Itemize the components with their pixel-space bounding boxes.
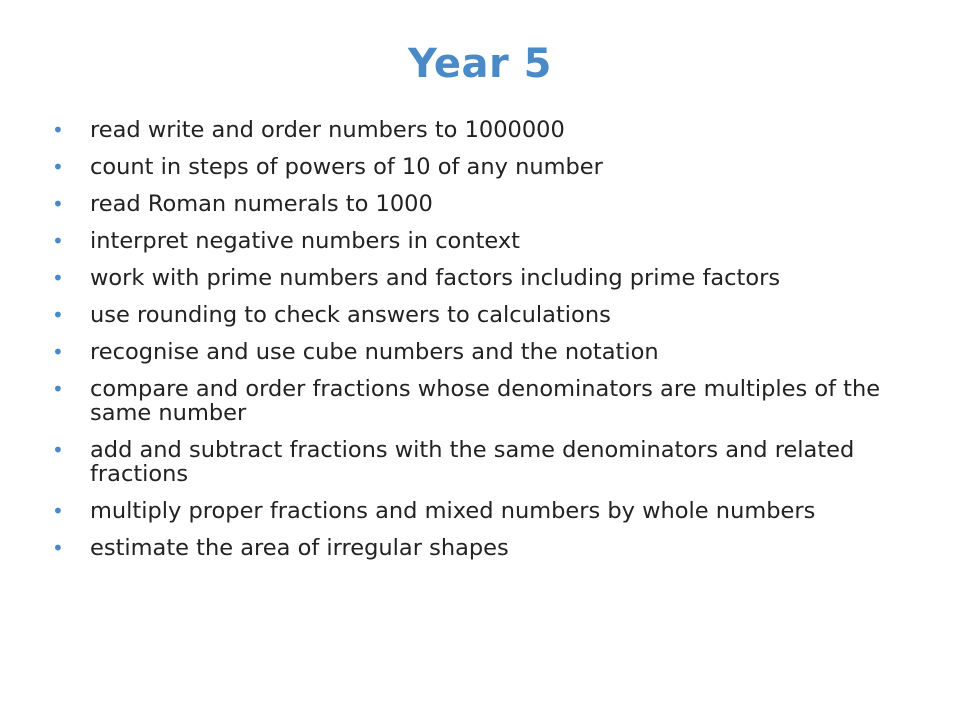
bullet-icon: • [52, 377, 64, 401]
bullet-icon: • [52, 155, 64, 179]
bullet-text: use rounding to check answers to calculations [90, 302, 611, 328]
bullet-text: interpret negative numbers in context [90, 228, 520, 254]
bullet-item [50, 438, 910, 486]
bullet-item [50, 536, 910, 560]
bullet-icon: • [52, 266, 64, 290]
bullet-icon: • [52, 118, 64, 142]
bullet-text: read write and order numbers to 1000000 [90, 117, 565, 143]
bullet-item [50, 266, 910, 290]
bullet-text: recognise and use cube numbers and the notation [90, 339, 659, 365]
bullet-text: compare and order fractions whose denominators are multiples of the same number [90, 376, 881, 426]
bullet-text: estimate the area of irregular shapes [90, 535, 509, 561]
bullet-item [50, 303, 910, 327]
bullet-icon: • [52, 499, 64, 523]
bullet-icon: • [52, 303, 64, 327]
bullet-item [50, 229, 910, 253]
bullet-text: work with prime numbers and factors including prime factors [90, 265, 781, 291]
bullet-item [50, 340, 910, 364]
bullet-item [50, 499, 910, 523]
bullet-item [50, 192, 910, 216]
bullet-icon: • [52, 229, 64, 253]
bullet-text: multiply proper fractions and mixed numbers by whole numbers [90, 498, 816, 524]
bullet-text: add and subtract fractions with the same denominators and related fractions [90, 437, 855, 487]
bullet-item [50, 118, 910, 142]
bullet-icon: • [52, 340, 64, 364]
bullet-list [50, 118, 910, 573]
bullet-text: read Roman numerals to 1000 [90, 191, 433, 217]
bullet-icon: • [52, 438, 64, 462]
slide-title: Year 5 [408, 41, 552, 87]
bullet-item [50, 377, 910, 425]
bullet-text: count in steps of powers of 10 of any number [90, 154, 603, 180]
bullet-icon: • [52, 536, 64, 560]
bullet-item [50, 155, 910, 179]
bullet-icon: • [52, 192, 64, 216]
